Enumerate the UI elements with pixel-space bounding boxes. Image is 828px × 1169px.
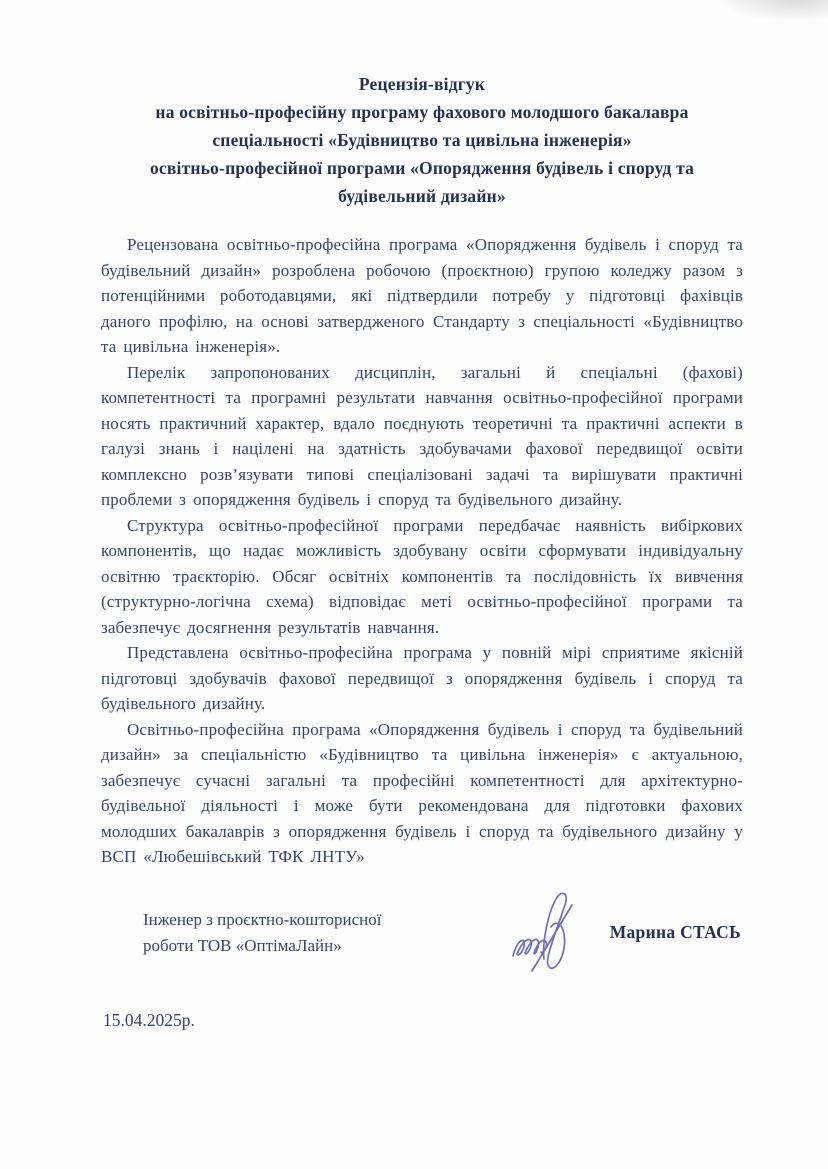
document-body (101, 232, 743, 870)
handwritten-signature-icon (506, 889, 576, 981)
paragraph-4: Представлена освітньо-професійна програма у повній мірі сприятиме якісній підготовці здобувачів фахової передвищої з опорядження будівель і споруд та будівельного дизайну. (101, 643, 743, 713)
paragraph-2: Перелік запропонованих дисциплін, загальні й спеціальні (фахові) компетентності та програмні результати навчання освітньо-професійної програми носять практичний характер, вдало поєднують теоретичні та практичні аспекти в галузі знань і націлені на здатність здобувачами фахової передвищої освіти комплексно розв’язувати типові спеціалізовані задачі та вирішувати практичні проблеми з опорядження будівель і споруд та будівельного дизайну. (101, 362, 743, 509)
signer-name: Марина СТАСЬ (609, 922, 741, 942)
paragraph-3: Структура освітньо-професійної програми передбачає наявність вибіркових компонентів, що надає можливість здобувану освіти сформувати індивідуальну освітню траєкторію. Обсяг освітніх компонентів та послідовність їх вивчення (структурно-логічна схема) відповідає меті освітньо-професійної програми та забезпечує досягнення результатів навчання. (101, 515, 743, 637)
document-title (101, 70, 743, 210)
title-line-1: Рецензія-відгук (358, 74, 486, 94)
document-date: 15.04.2025р. (103, 1009, 195, 1030)
scan-smudge (718, 0, 828, 22)
paragraph-5: Освітньо-професійна програма «Опорядження будівель і споруд та будівельний дизайн» за спеціальністю «Будівництво та цивільна інженерія» є актуальною, забезпечує сучасні загальні та професійні компетентності для архітектурно-будівельної діяльності і може бути рекомендована для підготовки фахових молодших бакалаврів з опорядження будівель і споруд та будівельного дизайну у ВСП «Любешівський ТФК ЛНТУ» (101, 719, 743, 866)
paragraph-1: Рецензована освітньо-професійна програма «Опорядження будівель і споруд та будівельний дизайн» розроблена робочою (проєктною) групою коледжу разом з потенційними роботодавцями, які підтвердили потребу у підготовці фахівців даного профілю, на основі затвердженого Стандарту з спеціальності «Будівництво та цивільна інженерія». (101, 235, 743, 356)
signer-position (143, 907, 381, 958)
title-line-3: спеціальності «Будівництво та цивільна інженерія» (212, 130, 632, 150)
title-line-4: освітньо-професійної програми «Опорядження будівель і споруд та (149, 158, 695, 178)
title-line-2: на освітньо-професійну програму фахового молодшого бакалавра (155, 102, 689, 122)
signer-position-line-2: роботи ТОВ «ОптімаЛайн» (143, 935, 342, 955)
signature-block (101, 898, 743, 968)
signer-position-line-1: Інженер з проєктно-кошторисної (143, 910, 382, 929)
title-line-5: будівельний дизайн» (338, 186, 506, 206)
